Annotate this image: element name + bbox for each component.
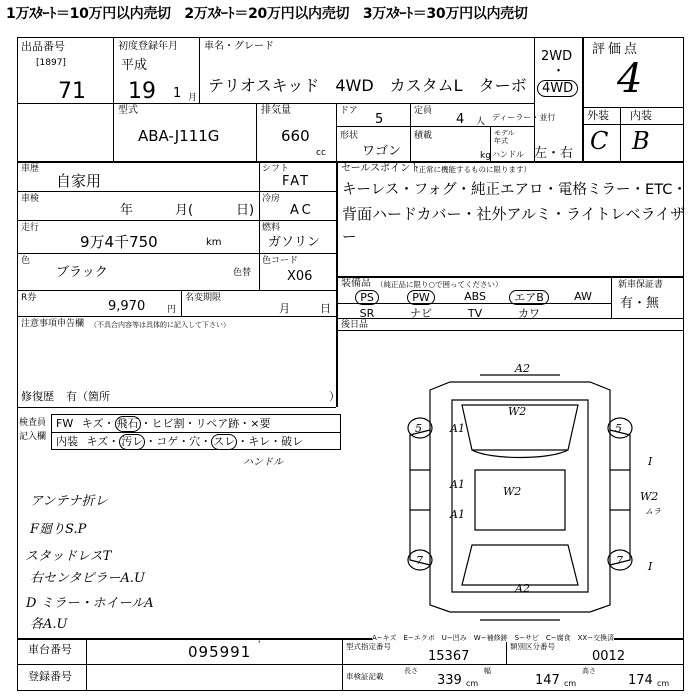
equipment-grid bbox=[340, 290, 610, 320]
model-year-label1: モデル bbox=[494, 129, 515, 137]
divider bbox=[17, 191, 336, 192]
divider bbox=[113, 37, 114, 161]
interior-row-label: 内装 bbox=[56, 435, 78, 448]
height-value: 174 bbox=[628, 673, 653, 688]
legend: A−キズ E−エクボ U−凹み W−補修跡 S−サビ C−腐食 XX−交換済 bbox=[372, 634, 615, 642]
divider bbox=[17, 253, 336, 254]
diagram-mark: A1 bbox=[450, 508, 465, 521]
shift-label: シフト bbox=[262, 164, 290, 174]
dealer-label: ディーラー・並行 bbox=[492, 113, 556, 122]
divider bbox=[582, 37, 584, 161]
divider bbox=[259, 161, 260, 290]
equipment-airbag: エアB bbox=[509, 290, 549, 305]
banner: 1万ｽﾀｰﾄ＝10万円以内売切 2万ｽﾀｰﾄ＝20万円以内売切 3万ｽﾀｰﾄ＝30万円以内売切 bbox=[6, 6, 528, 22]
chassis-value: 095991 bbox=[188, 643, 252, 661]
fw-item: ヒビ割 bbox=[151, 417, 185, 430]
doors-label: ドア bbox=[340, 106, 358, 116]
equipment-leather: カワ bbox=[518, 307, 540, 320]
divider bbox=[336, 103, 337, 161]
category-label: 類別区分番号 bbox=[510, 642, 555, 651]
interior-label: 内装 bbox=[630, 109, 652, 122]
warranty-label: 新車保証書 bbox=[618, 280, 664, 290]
interior-item: 破レ bbox=[281, 435, 304, 448]
car-diagram bbox=[390, 360, 675, 630]
drive-4wd: 4WD bbox=[537, 80, 578, 97]
repair-value: 有（箇所 bbox=[66, 390, 110, 403]
fw-item: 飛石 bbox=[116, 417, 139, 430]
divider bbox=[181, 290, 182, 316]
color-code: X06 bbox=[287, 269, 313, 284]
color-value: ブラック bbox=[56, 265, 108, 280]
drive-dot: ・ bbox=[552, 64, 566, 79]
doors-value: 5 bbox=[375, 112, 384, 127]
interior-item: 穴 bbox=[189, 435, 201, 448]
divider bbox=[17, 664, 342, 665]
equipment-empty bbox=[556, 307, 610, 320]
recycle-unit: 円 bbox=[167, 305, 177, 315]
name-change-month: 月 bbox=[279, 302, 290, 315]
fuel-value: ガソリン bbox=[268, 235, 321, 250]
divider bbox=[51, 432, 341, 433]
sales-point-sub: （正常に機能するものに限ります） bbox=[411, 165, 531, 174]
mileage-unit: km bbox=[206, 237, 222, 248]
divider bbox=[17, 103, 534, 104]
diagram-mark: I bbox=[648, 455, 653, 468]
divider bbox=[336, 126, 534, 127]
inspection-year: 年 bbox=[120, 203, 134, 218]
inspector-handwrite: ハンドル bbox=[243, 457, 283, 468]
usage-value: 自家用 bbox=[56, 172, 102, 190]
sales-point-line2: 背面ハードカバー・社外アルミ・ライトレベライザ bbox=[342, 205, 686, 223]
divider bbox=[582, 107, 684, 108]
interior-score: B bbox=[632, 127, 650, 155]
exterior-label: 外装 bbox=[587, 109, 609, 122]
color-code-label: 色コード bbox=[262, 256, 299, 266]
score-label: 評価点 bbox=[592, 42, 641, 57]
registration-month-unit: 月 bbox=[188, 93, 198, 103]
rear-item-label: 後日品 bbox=[341, 320, 369, 330]
interior-item: スレ bbox=[213, 435, 236, 448]
repair-label: 修復歴 bbox=[21, 390, 54, 403]
equipment-label: 装備品 bbox=[341, 278, 371, 289]
handnote: 右センタピラーA.U bbox=[30, 571, 145, 586]
capacity-label: 定員 bbox=[414, 106, 433, 116]
equipment-ps: PS bbox=[355, 290, 379, 305]
notes-sub: （不具合内容等は具体的に記入して下さい） bbox=[90, 321, 230, 329]
length-label: 長さ bbox=[404, 667, 418, 675]
handle-value: 左・右 bbox=[534, 146, 574, 161]
divider bbox=[337, 276, 684, 278]
divider bbox=[17, 220, 336, 221]
divider bbox=[582, 124, 684, 125]
registration-label: 初度登録年月 bbox=[118, 41, 178, 52]
equipment-tv: TV bbox=[467, 307, 483, 320]
diagram-mark: A1 bbox=[450, 478, 465, 491]
model-value: ABA-J111G bbox=[138, 127, 220, 145]
name-change-day: 日 bbox=[320, 302, 331, 315]
mileage-label: 走行 bbox=[21, 223, 40, 233]
ac-label: 冷房 bbox=[262, 194, 281, 204]
handnote: 各A.U bbox=[30, 617, 68, 632]
shape-value: ワゴン bbox=[362, 144, 402, 159]
interior-item: コゲ bbox=[156, 435, 179, 448]
repair-close: ） bbox=[329, 390, 340, 403]
type-designation-value: 15367 bbox=[428, 649, 470, 664]
handnote: スタッドレスT bbox=[25, 549, 112, 564]
equipment-abs: ABS bbox=[464, 290, 486, 303]
chassis-label: 車台番号 bbox=[28, 643, 72, 656]
fw-label: FW bbox=[56, 417, 74, 430]
inspection-month: 月( bbox=[175, 203, 194, 218]
width-label: 幅 bbox=[484, 667, 491, 675]
fw-item: リペア跡 bbox=[195, 417, 240, 430]
car-name: テリオスキッド 4WD カスタムL ターボ bbox=[208, 76, 527, 95]
equipment-navi: ナビ bbox=[410, 307, 432, 320]
exterior-score: C bbox=[590, 127, 609, 155]
equipment-aw: AW bbox=[574, 290, 592, 303]
interior-item: 汚レ bbox=[121, 435, 144, 448]
lot-number: 71 bbox=[58, 79, 86, 104]
color-change-label: 色替 bbox=[233, 268, 252, 278]
diagram-mark: 7 bbox=[616, 554, 623, 567]
notes-label: 注意事項申告欄 bbox=[21, 319, 85, 329]
score-value: 4 bbox=[617, 56, 643, 102]
inspector-row1: FW キズ・ 飛石 ・ヒビ割・リペア跡・×要 bbox=[56, 417, 271, 430]
payload-label: 積載 bbox=[414, 131, 433, 141]
handnote: アンテナ折レ bbox=[30, 494, 108, 509]
divider bbox=[199, 37, 200, 103]
length-unit: cm bbox=[466, 679, 479, 688]
diagram-mark: 7 bbox=[416, 554, 423, 567]
displacement-value: 660 bbox=[281, 127, 310, 145]
displacement-unit: cc bbox=[316, 148, 326, 158]
interior-item: キズ bbox=[86, 435, 109, 448]
fw-item: ×要 bbox=[250, 417, 271, 430]
ac-value: AC bbox=[290, 203, 314, 218]
name-change-label: 名変期限 bbox=[185, 293, 222, 303]
model-year-label2: 年式 bbox=[494, 137, 508, 145]
diagram-mark: W2 bbox=[508, 405, 527, 418]
height-label: 高さ bbox=[582, 667, 596, 675]
diagram-mark: ムラ bbox=[645, 507, 661, 516]
capacity-unit: 人 bbox=[476, 117, 486, 127]
diagram-mark: 5 bbox=[615, 422, 622, 435]
inspector-row2: 内装 キズ・ 汚レ ・コゲ・穴・ スレ ・キレ・破レ bbox=[56, 435, 304, 448]
divider bbox=[337, 330, 684, 331]
fw-item: キズ bbox=[81, 417, 104, 430]
drive-2wd: 2WD bbox=[541, 49, 573, 64]
divider bbox=[256, 103, 257, 161]
warranty-value: 有・無 bbox=[620, 296, 660, 311]
shape-label: 形状 bbox=[340, 131, 359, 141]
divider bbox=[620, 107, 621, 161]
divider bbox=[611, 276, 612, 318]
equipment-sr: SR bbox=[359, 307, 375, 320]
reg-no-label: 登録番号 bbox=[28, 670, 72, 683]
diagram-mark: W2 bbox=[503, 485, 522, 498]
car-label: 車名・グレード bbox=[204, 41, 274, 52]
category-value: 0012 bbox=[592, 649, 626, 664]
length-value: 339 bbox=[437, 673, 462, 688]
dims-label: 車検証記載 bbox=[346, 672, 384, 681]
handle-label: ハンドル bbox=[492, 150, 524, 159]
usage-label: 車歴 bbox=[21, 164, 40, 174]
shift-value: FAT bbox=[282, 174, 311, 189]
inspection-label: 車検 bbox=[21, 194, 40, 204]
height-unit: cm bbox=[657, 679, 670, 688]
color-label: 色 bbox=[21, 256, 31, 266]
width-unit: cm bbox=[564, 679, 577, 688]
divider bbox=[336, 161, 338, 407]
inspector-label2: 記入欄 bbox=[19, 432, 47, 442]
diagram-mark: W2 bbox=[640, 490, 659, 503]
divider bbox=[86, 638, 87, 691]
model-label: 型式 bbox=[118, 105, 138, 116]
lot-label: 出品番号 bbox=[21, 40, 65, 53]
chassis-tick: ' bbox=[258, 640, 261, 650]
diagram-mark: I bbox=[648, 560, 653, 573]
sales-point-line3: ー bbox=[342, 230, 357, 246]
diagram-mark: A2 bbox=[515, 582, 530, 595]
diagram-mark: A1 bbox=[450, 422, 465, 435]
fuel-label: 燃料 bbox=[262, 223, 281, 233]
handnote: D ミラー・ホイールA bbox=[26, 596, 154, 611]
width-value: 147 bbox=[535, 673, 560, 688]
sales-point-label: セールスポイント bbox=[341, 163, 421, 174]
sales-point-line1: キーレス・フォグ・純正エアロ・電格ミラー・ETC・ bbox=[342, 182, 687, 198]
diagram-mark: 5 bbox=[415, 422, 422, 435]
inspection-day: 日) bbox=[236, 203, 255, 218]
type-designation-label: 型式指定番号 bbox=[346, 642, 391, 651]
payload-unit: kg bbox=[480, 151, 491, 161]
interior-item: キレ bbox=[248, 435, 271, 448]
recycle-label: R券 bbox=[21, 293, 37, 303]
lot-sub: [1897] bbox=[36, 58, 66, 68]
mileage-value: 9万4千750 bbox=[80, 233, 158, 251]
divider bbox=[17, 316, 336, 317]
divider bbox=[410, 103, 411, 161]
registration-era: 平成 bbox=[121, 58, 148, 73]
registration-year: 19 bbox=[128, 79, 156, 104]
divider bbox=[17, 407, 336, 408]
displacement-label: 排気量 bbox=[261, 105, 291, 116]
inspector-label1: 検査員 bbox=[19, 418, 47, 428]
divider bbox=[342, 664, 684, 665]
divider bbox=[17, 290, 336, 291]
recycle-value: 9,970 bbox=[108, 299, 146, 314]
diagram-mark: A2 bbox=[515, 362, 530, 375]
handnote: F廻りS.P bbox=[30, 522, 87, 537]
capacity-value: 4 bbox=[456, 112, 465, 127]
equipment-sub: （純正品に限り○で囲ってください） bbox=[376, 280, 503, 289]
divider bbox=[534, 37, 535, 161]
equipment-pw: PW bbox=[407, 290, 435, 305]
registration-month: 1 bbox=[173, 86, 182, 101]
